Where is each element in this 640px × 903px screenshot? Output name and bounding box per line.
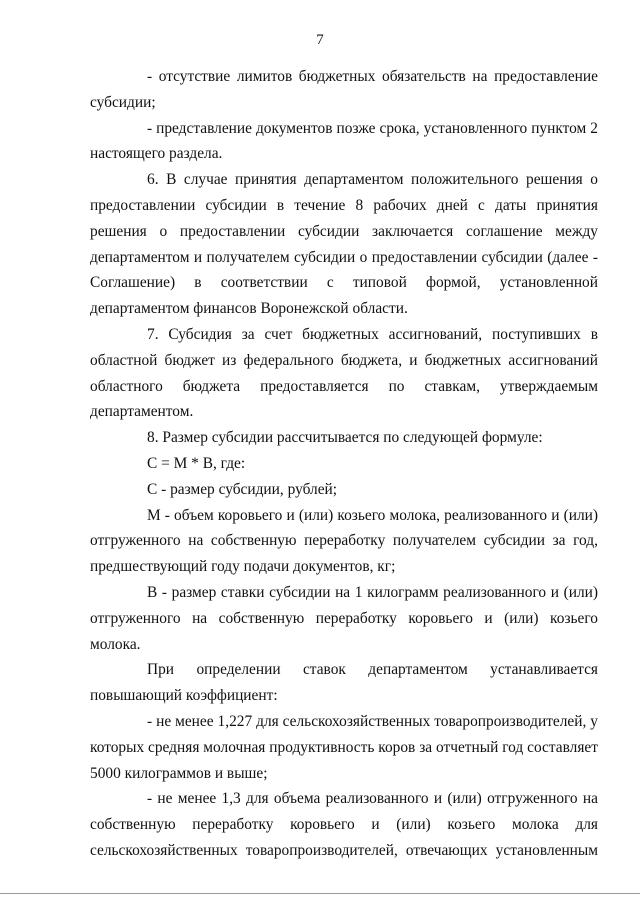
paragraph: - не менее 1,227 для сельскохозяйственных товаропроизводителей, у которых средняя молочная продуктивность коров за отчетный год составляет 5000 килограммов и выше; — [90, 712, 598, 782]
paragraph: 7. Субсидия за счет бюджетных ассигнований, поступивших в областной бюджет из федерального бюджета, и бюджетных ассигнований областного бюджета предоставляется по ставкам, утверждаемым департаментом. — [90, 325, 598, 421]
formula: С = М * В, где: — [147, 454, 246, 472]
paragraph: 8. Размер субсидии рассчитывается по следующей формуле: — [147, 429, 543, 447]
paragraph: С - размер субсидии, рублей; — [147, 480, 338, 498]
paragraph: В - размер ставки субсидии на 1 килограмм реализованного и (или) отгруженного на собственную переработку коровьего и (или) козьего молока. — [90, 583, 598, 653]
paragraph: М - объем коровьего и (или) козьего молока, реализованного и (или) отгруженного на собственную переработку получателем субсидии за год, предшествующий году подачи документов, кг; — [90, 506, 598, 576]
body-text — [90, 64, 598, 864]
paragraph: - не менее 1,3 для объема реализованного и (или) отгруженного на собственную переработку коровьего и (или) козьего молока для сельскохозяйственных товаропроизводителей, отвечающих установленным — [90, 790, 598, 859]
paragraph: - представление документов позже срока, установленного пунктом 2 настоящего раздела. — [90, 119, 598, 163]
page-edge-line — [0, 893, 640, 894]
paragraph: - отсутствие лимитов бюджетных обязательств на предоставление субсидии; — [90, 68, 598, 111]
paragraph: 6. В случае принятия департаментом положительного решения о предоставлении субсидии в течение 8 рабочих дней с даты принятия решения о предоставлении субсидии заключается соглашение между департаментом и получателем субсидии о предоставлении субсидии (далее - Соглашение) в соответствии с типовой формой, установленной департаментом финансов Воронежской области. — [90, 171, 598, 318]
page-number: 7 — [316, 32, 324, 48]
paragraph: При определении ставок департаментом устанавливается повышающий коэффициент: — [90, 661, 598, 705]
